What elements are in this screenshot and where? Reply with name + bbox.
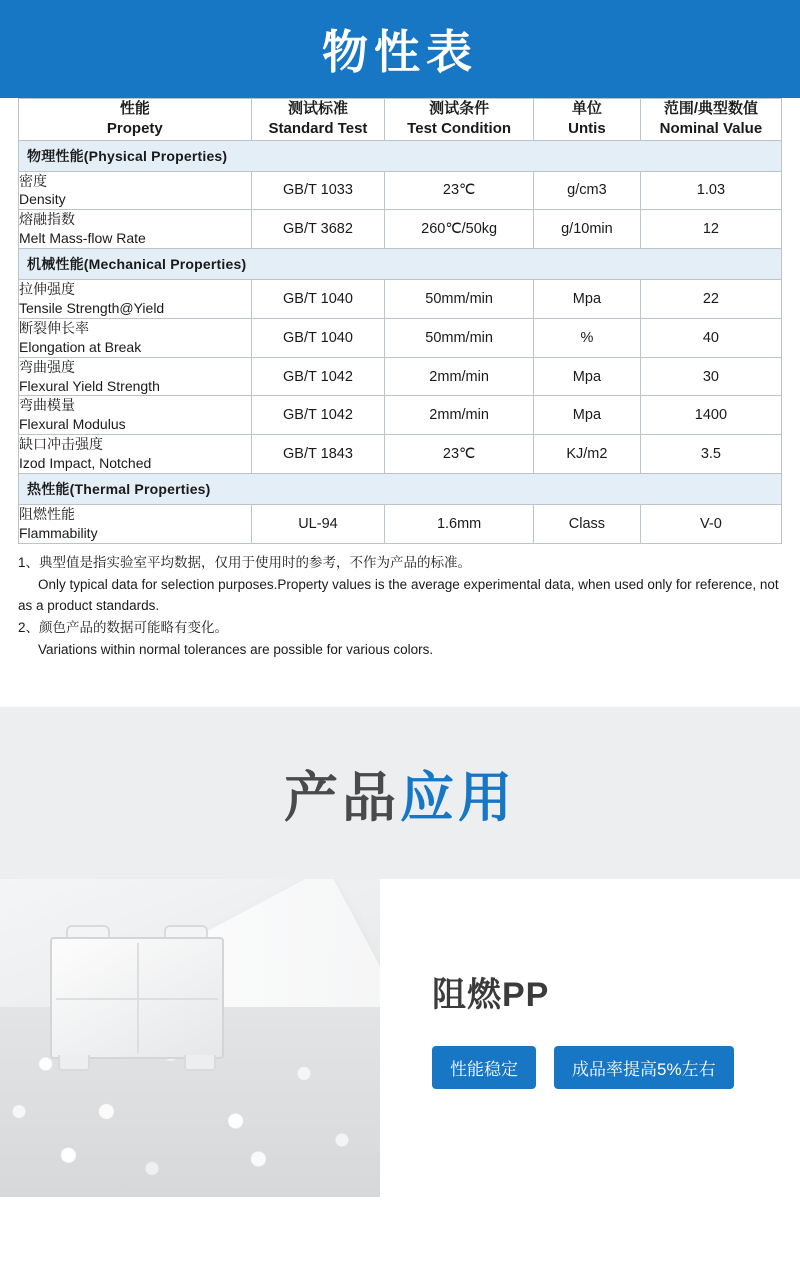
row-value: 30	[640, 357, 781, 396]
row-unit: Class	[534, 504, 641, 543]
row-standard: GB/T 3682	[251, 210, 385, 249]
row-condition: 2mm/min	[385, 357, 534, 396]
application-body	[0, 879, 800, 1197]
product-tag-yield: 成品率提高5%左右	[554, 1046, 734, 1089]
header-property-cn: 性能	[119, 100, 150, 117]
header-test-condition	[385, 99, 534, 141]
crate-foot-left	[58, 1055, 90, 1071]
header-standard-test	[251, 99, 385, 141]
row-property-en: Tensile Strength@Yield	[19, 299, 165, 316]
page-title: 物性表	[322, 26, 478, 78]
header-test-condition-cn: 测试条件	[429, 100, 490, 117]
row-property-en: Melt Mass-flow Rate	[19, 230, 146, 247]
row-property-cn: 弯曲强度	[19, 358, 75, 375]
row-value: 1.03	[640, 171, 781, 210]
row-property-cn: 阻燃性能	[19, 505, 75, 522]
row-value: 22	[640, 280, 781, 319]
table-row	[19, 171, 782, 210]
section-row-thermal	[19, 473, 782, 504]
table-row	[19, 396, 782, 435]
table-header	[19, 99, 782, 141]
section-row-physical	[19, 140, 782, 171]
note-1-cn: 1、典型值是指实验室平均数据，仅用于使用时的参考，不作为产品的标准。	[18, 554, 472, 570]
header-test-condition-en: Test Condition	[407, 120, 512, 138]
row-property	[19, 171, 252, 210]
row-property	[19, 210, 252, 249]
crate-body	[50, 937, 224, 1059]
row-standard: GB/T 1033	[251, 171, 385, 210]
header-nominal-value	[640, 99, 781, 141]
section-title-thermal: 热性能(Thermal Properties)	[19, 473, 782, 504]
row-property-en: Elongation at Break	[19, 338, 142, 355]
product-info	[380, 879, 800, 1197]
row-unit: g/cm3	[534, 171, 641, 210]
header-standard-test-cn: 测试标准	[287, 100, 348, 117]
row-standard: GB/T 1843	[251, 435, 385, 474]
note-2-en: Variations within normal tolerances are possible for various colors.	[38, 642, 434, 658]
row-condition: 1.6mm	[385, 504, 534, 543]
application-title-part2: 应用	[400, 768, 516, 829]
row-condition: 50mm/min	[385, 318, 534, 357]
row-unit: KJ/m2	[534, 435, 641, 474]
product-tags	[432, 1046, 800, 1089]
properties-table-wrapper	[0, 98, 800, 544]
table-body	[19, 140, 782, 543]
product-photo	[0, 879, 380, 1197]
row-property	[19, 435, 252, 474]
table-row	[19, 280, 782, 319]
header-nominal-value-cn: 范围/典型数值	[663, 100, 758, 117]
row-condition: 23℃	[385, 435, 534, 474]
row-condition: 2mm/min	[385, 396, 534, 435]
row-unit: %	[534, 318, 641, 357]
row-property-cn: 拉伸强度	[19, 281, 75, 298]
row-property	[19, 396, 252, 435]
header-standard-test-en: Standard Test	[268, 120, 368, 138]
header-property-en: Propety	[106, 120, 163, 138]
table-row	[19, 210, 782, 249]
row-unit: Mpa	[534, 357, 641, 396]
header-units	[534, 99, 641, 141]
row-value: V-0	[640, 504, 781, 543]
application-title	[0, 707, 800, 832]
row-unit: Mpa	[534, 280, 641, 319]
row-property-en: Flammability	[19, 524, 98, 541]
row-standard: UL-94	[251, 504, 385, 543]
row-unit: g/10min	[534, 210, 641, 249]
row-property	[19, 504, 252, 543]
row-standard: GB/T 1040	[251, 318, 385, 357]
properties-table	[18, 98, 782, 544]
header-nominal-value-en: Nominal Value	[659, 120, 763, 138]
row-property	[19, 357, 252, 396]
notes-block	[0, 544, 800, 661]
application-title-part1: 产品	[284, 768, 400, 829]
row-standard: GB/T 1040	[251, 280, 385, 319]
row-property-en: Flexural Yield Strength	[19, 377, 160, 394]
page-banner	[0, 0, 800, 98]
row-condition: 50mm/min	[385, 280, 534, 319]
table-row	[19, 504, 782, 543]
table-row	[19, 357, 782, 396]
header-property	[19, 99, 252, 141]
row-property-cn: 熔融指数	[19, 211, 75, 228]
row-property	[19, 318, 252, 357]
row-value: 3.5	[640, 435, 781, 474]
plastic-crate-graphic	[42, 921, 232, 1071]
row-property-en: Flexural Modulus	[19, 416, 126, 433]
row-condition: 260℃/50kg	[385, 210, 534, 249]
row-property-cn: 密度	[19, 172, 47, 189]
section-title-mechanical: 机械性能(Mechanical Properties)	[19, 249, 782, 280]
row-property-cn: 缺口冲击强度	[19, 436, 103, 453]
note-2-cn: 2、颜色产品的数据可能略有变化。	[18, 620, 229, 636]
section-row-mechanical	[19, 249, 782, 280]
row-property-en: Izod Impact, Notched	[19, 455, 152, 472]
header-units-cn: 单位	[571, 100, 602, 117]
row-condition: 23℃	[385, 171, 534, 210]
row-property	[19, 280, 252, 319]
row-standard: GB/T 1042	[251, 357, 385, 396]
row-value: 1400	[640, 396, 781, 435]
table-row	[19, 318, 782, 357]
row-value: 40	[640, 318, 781, 357]
row-value: 12	[640, 210, 781, 249]
crate-foot-right	[184, 1055, 216, 1071]
section-title-physical: 物理性能(Physical Properties)	[19, 140, 782, 171]
header-units-en: Untis	[568, 120, 606, 138]
row-property-en: Density	[19, 191, 66, 208]
row-property-cn: 弯曲模量	[19, 397, 75, 414]
row-unit: Mpa	[534, 396, 641, 435]
product-name: 阻燃PP	[432, 976, 550, 1015]
note-1-en: Only typical data for selection purposes.Property values is the average experimental data, when used only for reference, not as a product standards.	[18, 576, 779, 614]
row-property-cn: 断裂伸长率	[19, 319, 89, 336]
product-tag-stability: 性能稳定	[432, 1046, 536, 1089]
application-section	[0, 707, 800, 1197]
table-row	[19, 435, 782, 474]
row-standard: GB/T 1042	[251, 396, 385, 435]
